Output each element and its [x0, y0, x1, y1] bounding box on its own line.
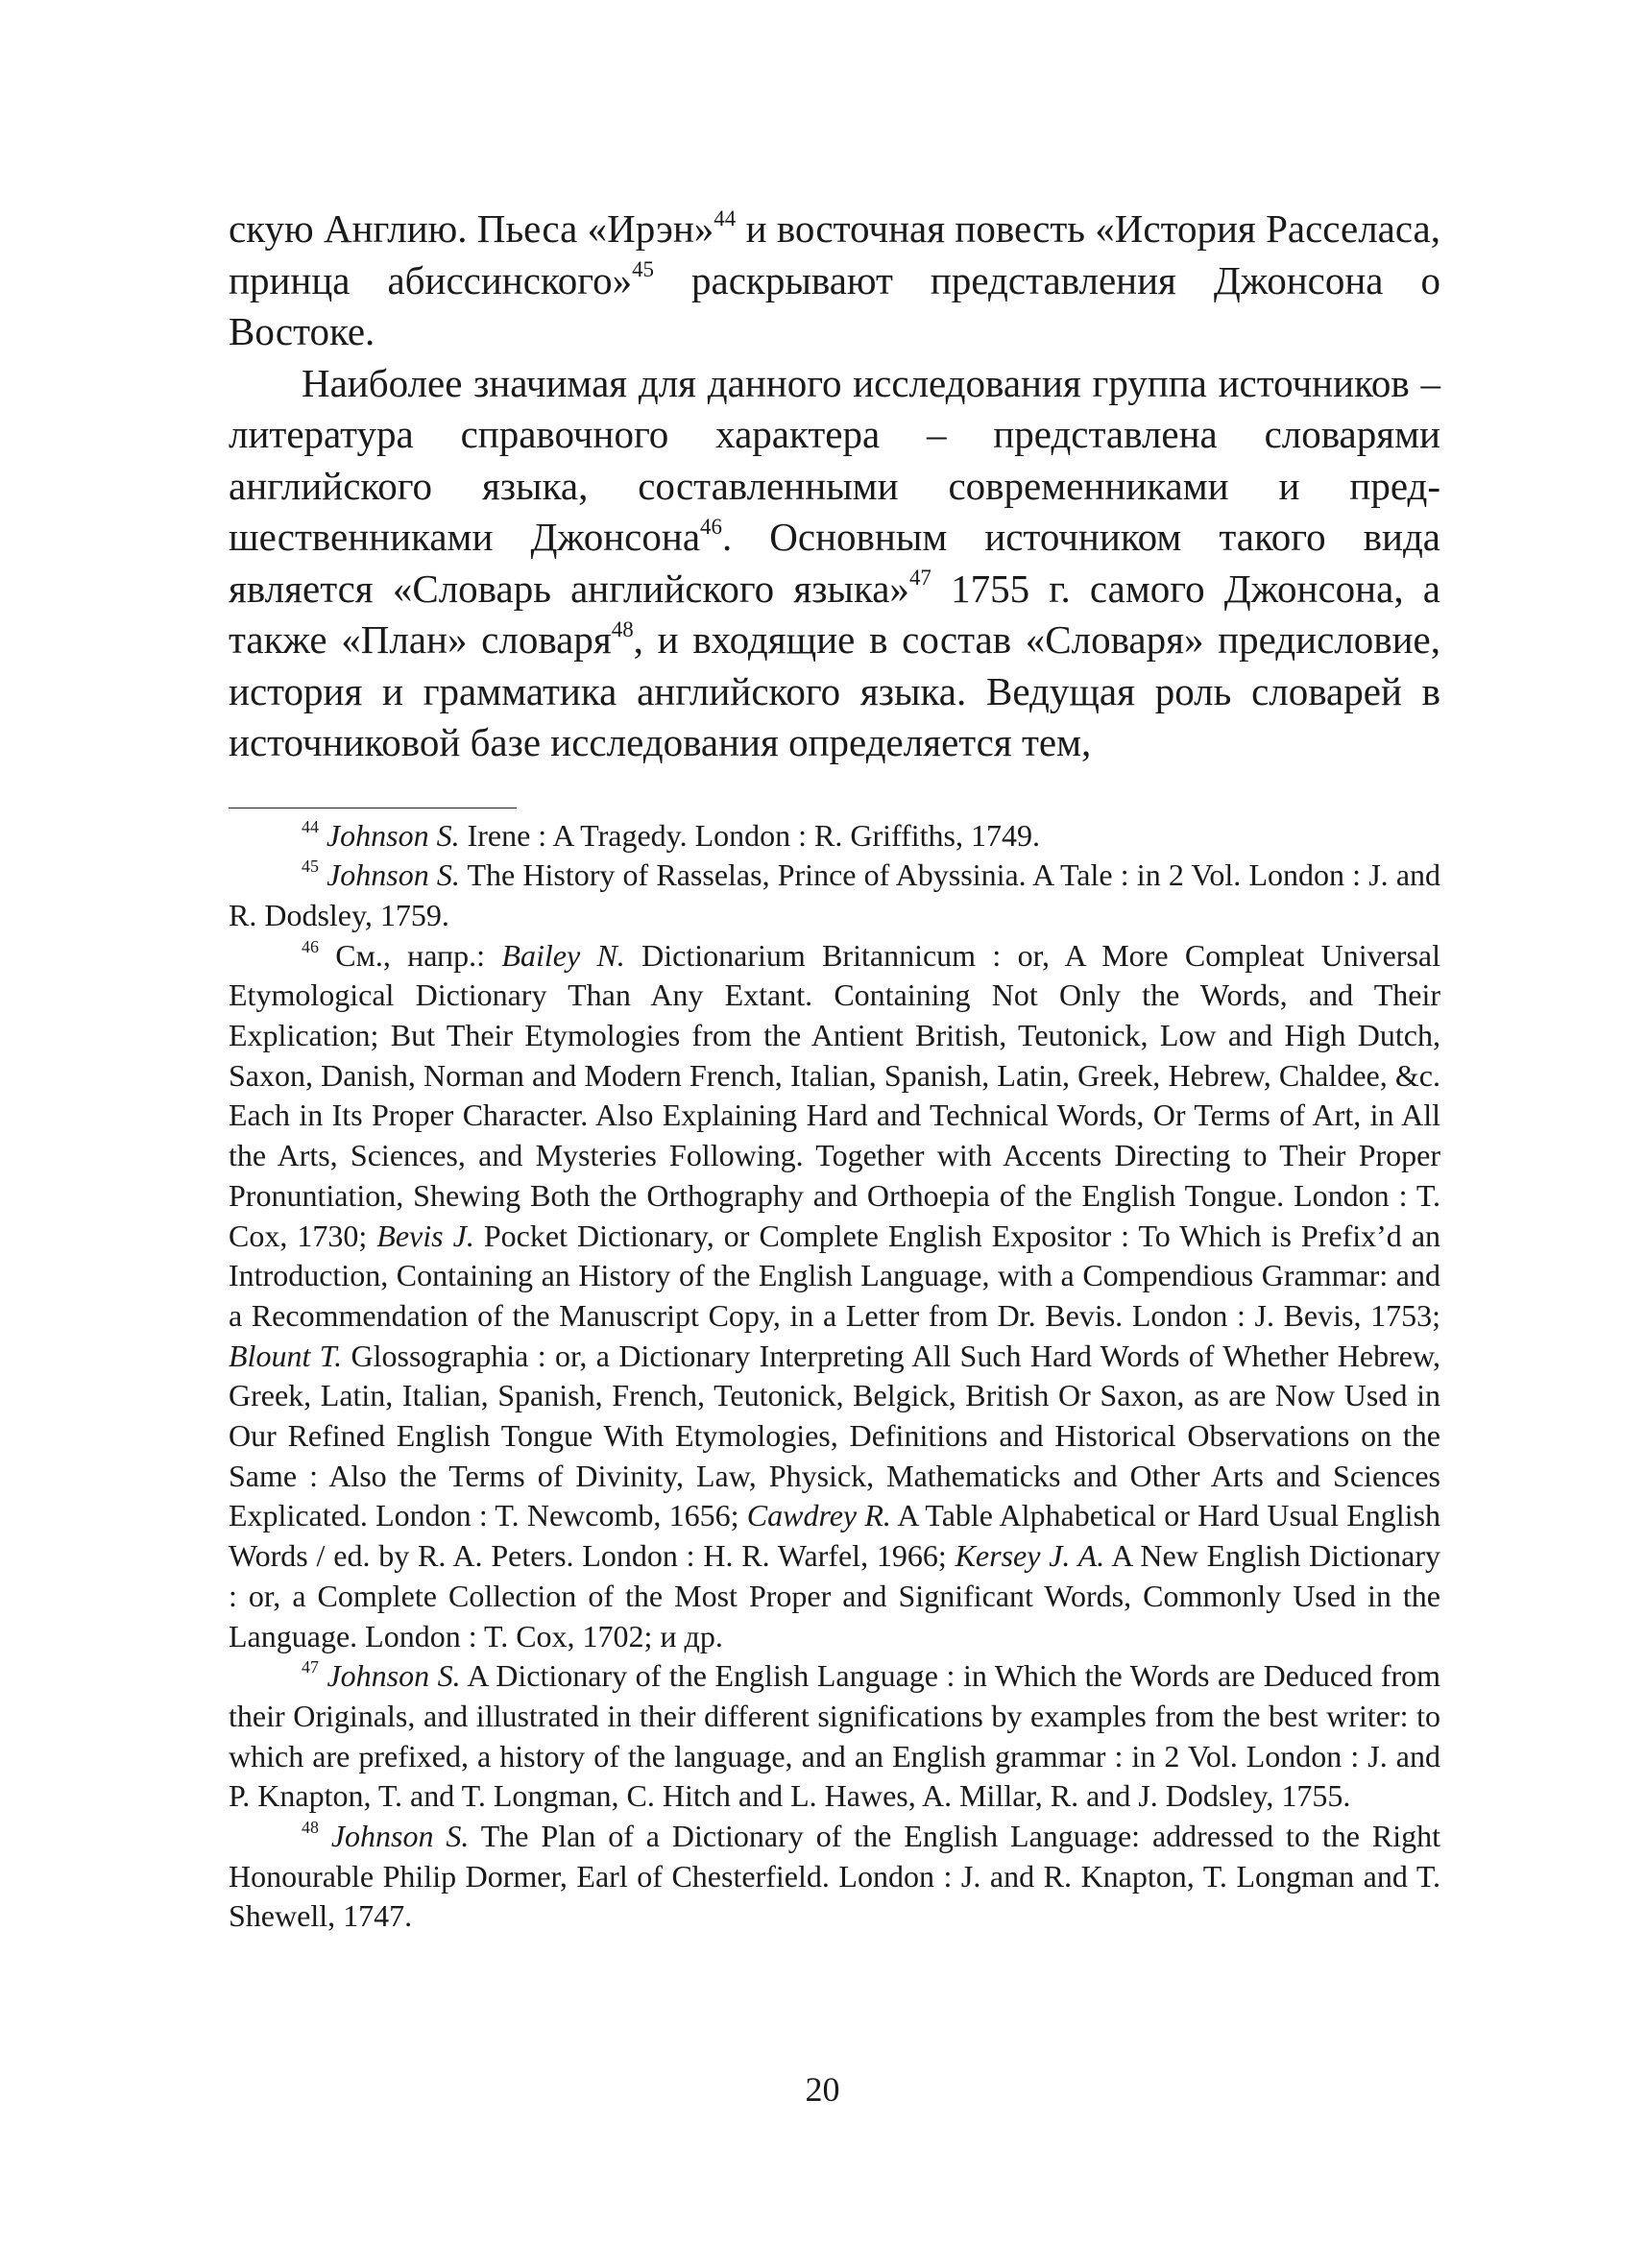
footnote-author: Bevis J.: [376, 1218, 474, 1253]
footnote-number: 48: [302, 1818, 319, 1838]
footnote-author: Johnson S.: [327, 1658, 461, 1694]
body-text: раскрывают представления Джонсона о Востоке.: [229, 257, 1440, 353]
footnote-47: [229, 1656, 1440, 1817]
footnote-text: Dictionarium Britannicum : or, A More Compleat Universal Etymological Dictionary Than Any Extant. Containing Not Only the Words, and Their Explication; But Their Etymologies from the Antient British, Teutonick, Low and High Dutch, Saxon, Danish, Norman and Modern French, Italian, Spanish, Latin, Greek, Hebrew, Chaldee, &c. Each in Its Proper Character. Also Explaining Hard and Technical Words, Or Terms of Art, in All the Arts, Sciences, and Mysteries Following. Together with Accents Directing to Their Proper Pronuntiation, Shewing Both the Orthography and Orthoepia of the English Tongue. London : T. Cox, 1730;: [229, 937, 1441, 1253]
main-text: [229, 204, 1440, 769]
footnote-ref-48[interactable]: 48: [611, 616, 634, 641]
body-text: скую Англию. Пьеса «Ирэн»: [229, 206, 714, 251]
footnote-text: The History of Rasselas, Prince of Abyssinia. A Tale : in 2 Vol. London : J. and R. Dodsley, 1759.: [229, 857, 1441, 932]
body-paragraph-1: [229, 204, 1440, 358]
footnote-text: The Plan of a Dictionary of the English Language: addressed to the Right Honourable Philip Dormer, Earl of Chesterfield. London : J. and R. Knapton, T. Longman and T. Shewell, 1747.: [229, 1819, 1441, 1934]
footnote-text: Irene : A Tragedy. London : R. Griffiths, 1749.: [459, 817, 1040, 853]
body-text: . Основным источником такого вида является «Словарь английского языка»: [229, 515, 1441, 611]
footnote-ref-47[interactable]: 47: [908, 566, 931, 591]
body-paragraph-2: [229, 358, 1440, 769]
footnote-46: [229, 936, 1440, 1657]
body-text: 1755 г. самого Джонсона, а также «План» словаря: [229, 566, 1440, 662]
footnote-ref-45[interactable]: 45: [632, 257, 655, 282]
footnote-48: [229, 1817, 1440, 1937]
footnote-ref-44[interactable]: 44: [714, 205, 737, 230]
footnote-author: Johnson S.: [330, 1819, 470, 1854]
footnote-author: Johnson S.: [326, 817, 460, 853]
footnote-author: Blount T.: [229, 1338, 343, 1373]
footnote-text: A Table Alphabetical or Hard Usual English Words / ed. by R. A. Peters. London : H. R. Warfel, 1966;: [229, 1498, 1441, 1574]
footnotes: [229, 816, 1440, 1938]
footnote-number: 46: [302, 936, 319, 956]
footnote-44: [229, 816, 1440, 857]
footnote-number: 44: [302, 816, 319, 836]
footnote-text: A Dictionary of the English Language : in Which the Words are Deduced from their Originals, and illustrated in their different significations by examples from the best writer: to which are prefixed, a history of the language, and an English grammar : in 2 Vol. London : J. and P. Knapton, T. and T. Longman, C. Hitch and L. Hawes, A. Millar, R. and J. Dodsley, 1755.: [229, 1658, 1441, 1814]
footnote-text: Pocket Dictionary, or Complete English Expositor : To Which is Prefix’d an Introduction, Containing an History of the English Language, with a Compendious Grammar: and a Recommendation of the Manuscript Copy, in a Letter from Dr. Bevis. London : J. Bevis, 1753;: [229, 1218, 1441, 1333]
footnote-text: Glossographia : or, a Dictionary Interpreting All Such Hard Words of Whether Hebrew, Greek, Latin, Italian, Spanish, French, Teutonick, Belgick, British Or Saxon, as are Now Used in Our Refined English Tongue With Etymologies, Definitions and Historical Observations on the Same : Also the Terms of Divinity, Law, Physick, Mathematicks and Other Arts and Sciences Explicated. London : T. Newcomb, 1656;: [229, 1338, 1441, 1533]
page-content: [229, 204, 1440, 1937]
footnote-number: 47: [302, 1657, 319, 1677]
footnote-text: A New English Dictionary : or, a Complete Collection of the Most Proper and Significant Words, Commonly Used in the Language. London : T. Cox, 1702; и др.: [229, 1538, 1441, 1653]
footnote-45: [229, 856, 1440, 935]
body-text: и восточная повесть «История Расселаса, принца абиссинского»: [229, 206, 1440, 302]
footnote-author: Kersey J. A.: [955, 1538, 1105, 1574]
body-text: Наиболее значимая для данного исследования группа источников – литература справочного характера – представлена словарями английского языка, составленными современниками и предшественниками Джонсона: [229, 360, 1440, 559]
footnote-author: Johnson S.: [327, 857, 460, 893]
page-number: 20: [805, 2070, 840, 2109]
footnote-number: 45: [302, 857, 319, 877]
body-text: , и входящие в состав «Словаря» предисловие, история и грамматика английского языка. Ведущая роль словарей в источниковой базе исследования определяется тем,: [229, 617, 1440, 764]
footnote-text: См., напр.:: [318, 937, 502, 973]
footnote-author: Cawdrey R.: [746, 1498, 891, 1533]
footnote-author: Bailey N.: [501, 937, 625, 973]
footnote-ref-46[interactable]: 46: [700, 514, 722, 539]
